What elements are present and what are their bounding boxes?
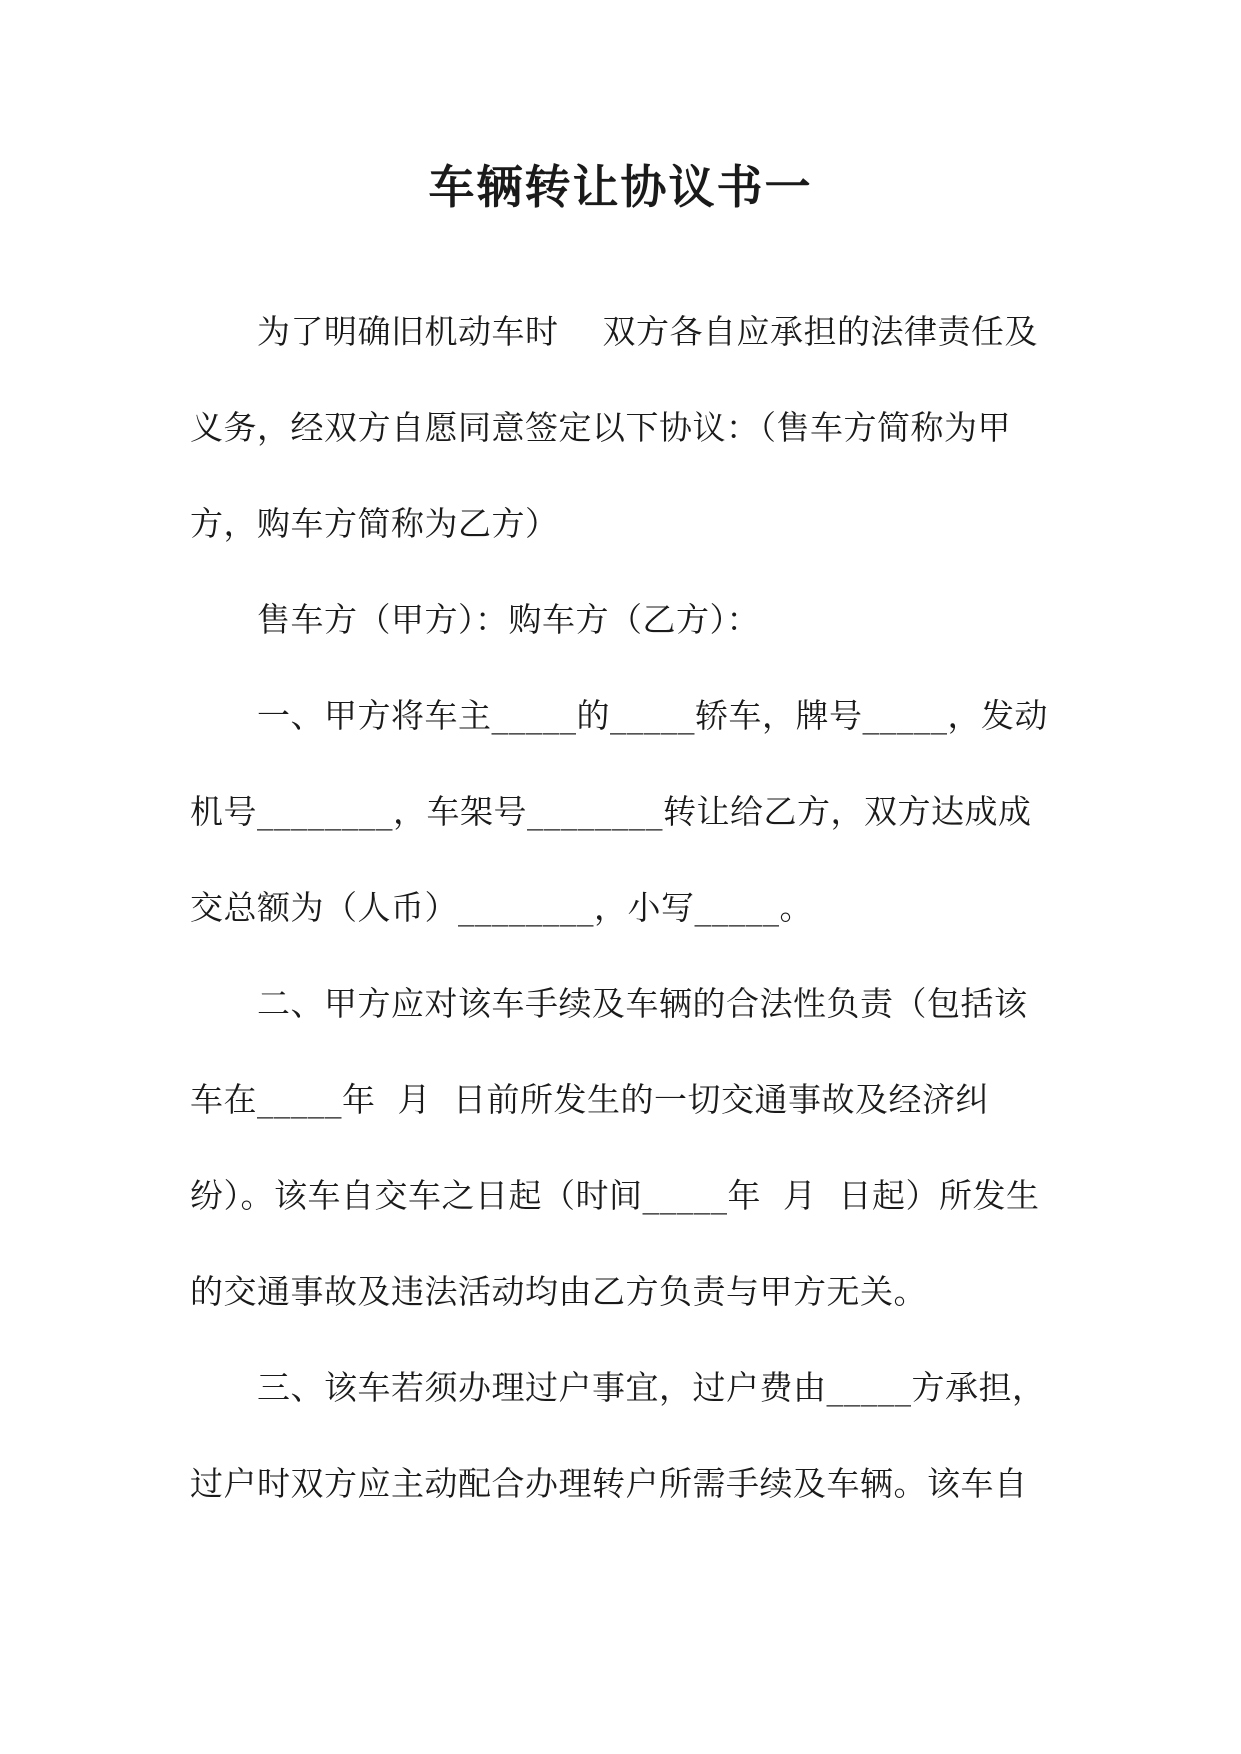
paragraph-line: 的交通事故及违法活动均由乙方负责与甲方无关。	[190, 1272, 927, 1311]
paragraph-line: 交总额为（人币）________，小写_____。	[190, 888, 813, 927]
paragraph-line: 纷）。该车自交车之日起（时间_____年 月 日起）所发生	[190, 1176, 1040, 1215]
paragraph-line: 义务，经双方自愿同意签定以下协议：（售车方简称为甲	[190, 408, 1011, 447]
paragraph-line: 过户时双方应主动配合办理转户所需手续及车辆。该车自	[190, 1464, 1028, 1503]
paragraph-line: 车在_____年 月 日前所发生的一切交通事故及经济纠	[190, 1080, 989, 1119]
paragraph-line: 为了明确旧机动车时 双方各自应承担的法律责任及	[257, 312, 1038, 351]
paragraph-line: 机号________，车架号________转让给乙方，双方达成成	[190, 792, 1032, 831]
document-title: 车辆转让协议书一	[428, 160, 813, 214]
paragraph-line: 二、甲方应对该车手续及车辆的合法性负责（包括该	[257, 984, 1028, 1023]
paragraph-line: 三、该车若须办理过户事宜，过户费由_____方承担，	[257, 1368, 1046, 1407]
paragraph-line: 售车方（甲方）：购车方（乙方）：	[257, 600, 760, 639]
paragraph-line: 一、甲方将车主_____的_____轿车，牌号_____，发动	[257, 696, 1048, 735]
paragraph-line: 方，购车方简称为乙方）	[190, 504, 559, 543]
